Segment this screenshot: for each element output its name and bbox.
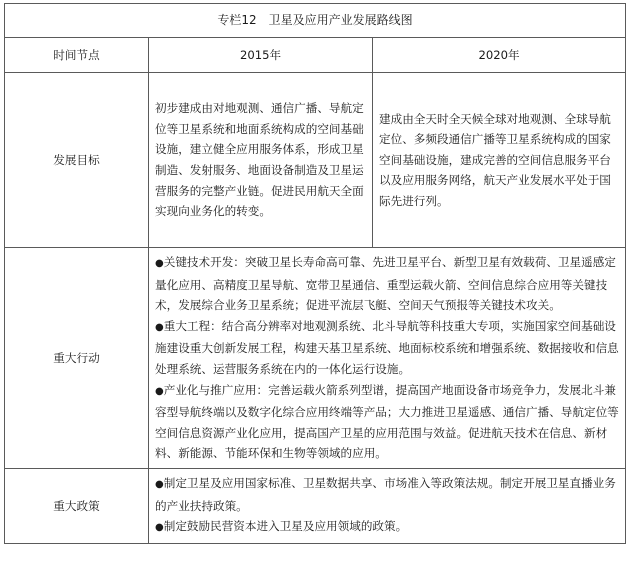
- roadmap-table: [4, 3, 626, 544]
- goals-row: [5, 73, 626, 248]
- policies-label: 重大政策: [5, 468, 149, 543]
- table-title: 专栏12 卫星及应用产业发展路线图: [5, 4, 626, 38]
- action-item-key-tech: ● 关键技术开发：突破卫星长寿命高可靠、先进卫星平台、新型卫星有效载荷、卫星遥感定量化应用、高精度卫星导航、宽带卫星通信、重型运载火箭、空间信息综合应用等关键技术，发展综合业务卫星系统；促进平流层飞艇、空间天气预报等关键技术攻关。: [155, 252, 620, 316]
- title-row: [5, 4, 626, 38]
- header-row: [5, 38, 626, 73]
- header-time-node: 时间节点: [5, 38, 149, 73]
- action-item-industrialization: ● 产业化与推广应用：完善运载火箭系列型谱，提高国产地面设备市场竞争力，发展北斗兼容型导航终端以及数字化综合应用终端等产品；大力推进卫星遥感、通信广播、导航定位等空间信息资源产业化应用，提高国产卫星的应用范围与效益。促进航天技术在信息、新材料、新能源、节能环保和生物等领域的应用。: [155, 380, 620, 464]
- actions-label: 重大行动: [5, 248, 149, 469]
- policy-item-private-capital: ● 制定鼓励民营资本进入卫星及应用领域的政策。: [155, 516, 620, 539]
- header-2020: 2020年: [373, 38, 626, 73]
- goals-2015-cell: 初步建成由对地观测、通信广播、导航定位等卫星系统和地面系统构成的空间基础设施，建立健全应用服务体系，形成卫星制造、发射服务、地面设备制造及卫星运营服务的完整产业链。促进民用航天全面实现向业务化的转变。: [149, 73, 373, 248]
- actions-row: [5, 248, 626, 469]
- header-2015: 2015年: [149, 38, 373, 73]
- actions-cell: [149, 248, 626, 469]
- policies-cell: [149, 468, 626, 543]
- action-item-major-projects: ● 重大工程：结合高分辨率对地观测系统、北斗导航等科技重大专项，实施国家空间基础设施建设重大创新发展工程，构建天基卫星系统、地面标校系统和增强系统、数据接收和信息处理系统、运营服务系统在内的一体化运行设施。: [155, 316, 620, 380]
- policies-row: [5, 468, 626, 543]
- goals-label: 发展目标: [5, 73, 149, 248]
- policy-item-standards: ● 制定卫星及应用国家标准、卫星数据共享、市场准入等政策法规。制定开展卫星直播业务的产业扶持政策。: [155, 473, 620, 516]
- goals-2020-cell: 建成由全天时全天候全球对地观测、全球导航定位、多频段通信广播等卫星系统构成的国家空间基础设施，建成完善的空间信息服务平台以及应用服务网络，航天产业发展水平处于国际先进行列。: [373, 73, 626, 248]
